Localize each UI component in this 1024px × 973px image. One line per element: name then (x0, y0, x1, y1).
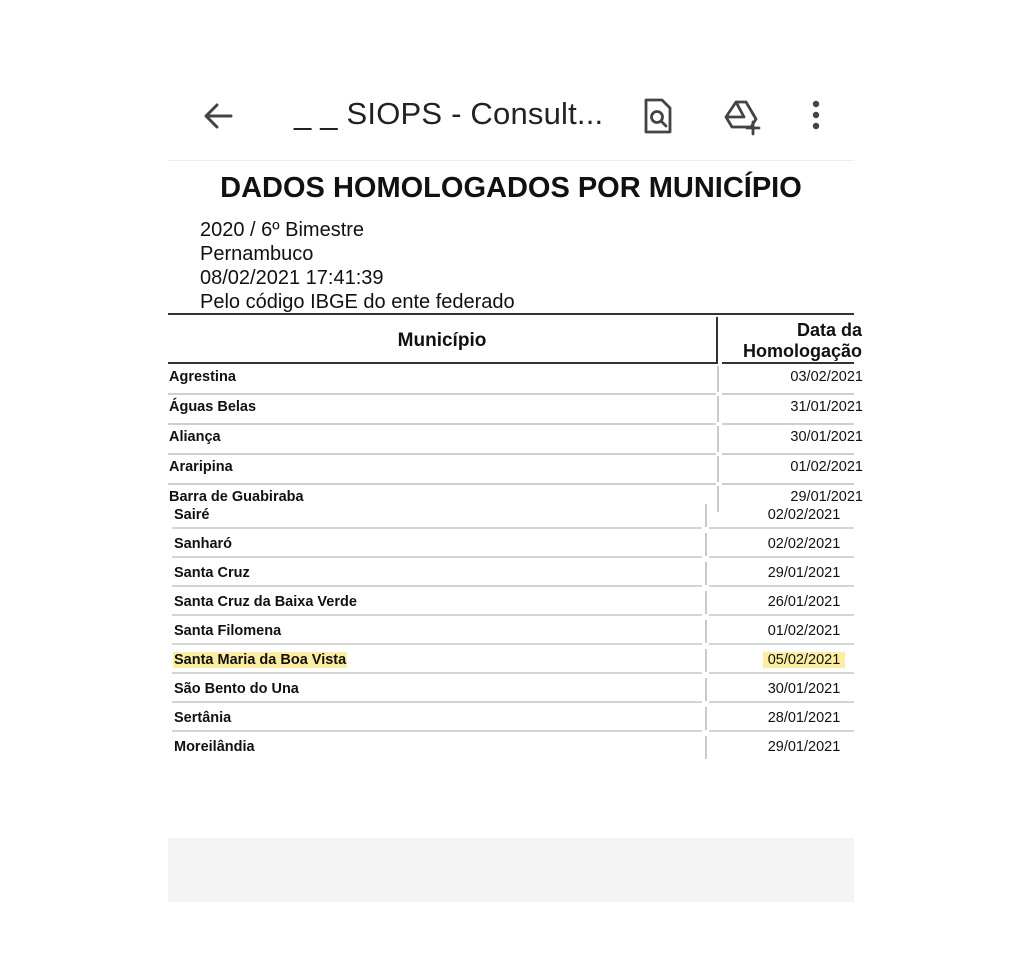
row-rule (709, 643, 854, 645)
cell-separator (717, 396, 719, 422)
table-section-bottom (168, 501, 854, 771)
meta-timestamp: 08/02/2021 17:41:39 (200, 267, 384, 289)
row-rule (709, 614, 854, 616)
meta-sort-criteria: Pelo código IBGE do ente federado (200, 291, 515, 313)
data-cell: 28/01/2021 (767, 710, 841, 726)
data-cell: 31/01/2021 (790, 399, 863, 415)
municipio-cell: São Bento do Una (174, 681, 299, 697)
document-title: _ _ SIOPS - Consult... (294, 96, 604, 131)
row-rule (172, 730, 702, 732)
municipio-cell: Araripina (169, 459, 233, 475)
table-section-top (168, 366, 863, 505)
cell-separator (717, 366, 719, 392)
column-header-data (720, 318, 862, 364)
cell-separator (705, 678, 707, 701)
row-rule (168, 423, 716, 425)
data-cell: 02/02/2021 (767, 536, 841, 552)
back-button[interactable] (198, 96, 238, 136)
data-cell: 30/01/2021 (790, 429, 863, 445)
meta-period: 2020 / 6º Bimestre (200, 219, 365, 241)
table-row (168, 559, 854, 588)
municipio-cell-highlighted: Santa Maria da Boa Vista (174, 652, 347, 668)
table-row (168, 426, 863, 456)
table-row (168, 456, 863, 486)
row-rule (722, 453, 854, 455)
data-cell: 29/01/2021 (767, 739, 841, 755)
find-in-page-icon (636, 94, 680, 138)
column-header-data-line2: Homologação (742, 341, 862, 361)
row-rule (172, 527, 702, 529)
data-cell: 29/01/2021 (767, 565, 841, 581)
row-rule (722, 393, 854, 395)
bottom-bar (168, 838, 854, 902)
municipio-cell: Águas Belas (169, 399, 257, 415)
row-rule (709, 672, 854, 674)
row-rule (168, 453, 716, 455)
municipio-cell: Santa Cruz da Baixa Verde (174, 594, 357, 610)
row-rule (709, 527, 854, 529)
row-rule (709, 585, 854, 587)
more-options-button[interactable] (796, 94, 840, 138)
pdf-viewer (168, 72, 863, 902)
cell-separator (705, 620, 707, 643)
data-cell: 26/01/2021 (767, 594, 841, 610)
header-rule-date (722, 362, 854, 364)
municipio-cell: Sanharó (174, 536, 233, 552)
more-vert-icon (796, 94, 840, 138)
table-row (168, 530, 854, 559)
row-rule (709, 556, 854, 558)
table-row (168, 733, 854, 762)
municipio-cell: Aliança (169, 429, 221, 445)
table-row (168, 396, 863, 426)
row-rule (709, 730, 854, 732)
add-to-drive-icon (720, 94, 764, 138)
report-meta (200, 218, 515, 314)
municipio-cell: Moreilândia (174, 739, 255, 755)
cell-separator (705, 707, 707, 730)
row-rule (172, 643, 702, 645)
row-rule (168, 393, 716, 395)
data-cell: 30/01/2021 (767, 681, 841, 697)
column-header-municipio: Município (397, 330, 487, 351)
municipio-cell: Agrestina (169, 369, 236, 385)
arrow-back-icon (198, 96, 238, 136)
cell-separator (705, 649, 707, 672)
cell-separator (705, 504, 707, 527)
cell-separator (717, 426, 719, 452)
data-cell: 29/01/2021 (790, 489, 863, 505)
cell-separator (717, 456, 719, 482)
app-bar (168, 72, 854, 161)
row-rule (172, 701, 702, 703)
data-cell-highlighted: 05/02/2021 (763, 652, 845, 668)
header-separator (716, 317, 718, 364)
header-rule (168, 362, 716, 364)
row-rule (172, 585, 702, 587)
cell-separator (705, 562, 707, 585)
data-cell: 01/02/2021 (790, 459, 863, 475)
column-header-data-line1: Data da (796, 320, 862, 340)
pdf-page[interactable] (168, 162, 863, 822)
table-row (168, 366, 863, 396)
row-rule (172, 672, 702, 674)
municipio-cell: Barra de Guabiraba (169, 489, 304, 505)
data-cell: 03/02/2021 (790, 369, 863, 385)
municipio-cell: Santa Cruz (174, 565, 250, 581)
find-in-page-button[interactable] (636, 94, 680, 138)
row-rule (172, 614, 702, 616)
cell-separator (705, 736, 707, 759)
data-cell: 02/02/2021 (767, 507, 841, 523)
data-cell: 01/02/2021 (767, 623, 841, 639)
row-rule (172, 556, 702, 558)
table-row (168, 588, 854, 617)
meta-state: Pernambuco (200, 243, 314, 265)
report-heading: DADOS HOMOLOGADOS POR MUNICÍPIO (220, 172, 802, 204)
cell-separator (705, 533, 707, 556)
table-row (168, 617, 854, 646)
table-row-highlighted (168, 646, 854, 675)
add-to-drive-button[interactable] (720, 94, 764, 138)
row-rule (722, 483, 854, 485)
table-row (168, 501, 854, 530)
municipio-cell: Sertânia (174, 710, 232, 726)
row-rule (722, 423, 854, 425)
table-row (168, 675, 854, 704)
municipio-cell: Santa Filomena (174, 623, 282, 639)
table-top-rule (168, 313, 854, 315)
row-rule (168, 483, 716, 485)
row-rule (709, 701, 854, 703)
cell-separator (705, 591, 707, 614)
municipio-cell: Sairé (174, 507, 210, 523)
table-row (168, 704, 854, 733)
